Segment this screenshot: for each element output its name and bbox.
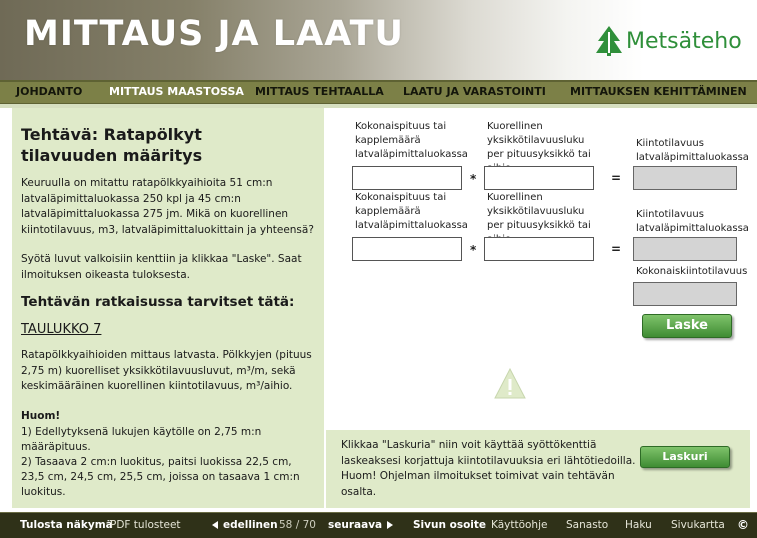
glossary-link[interactable]: Sanasto bbox=[566, 519, 609, 531]
multiply-sign: * bbox=[470, 243, 477, 257]
task-title-line1: Tehtävä: Ratapölkyt bbox=[21, 125, 202, 144]
row2-volume-label: Kiintotilavuus latvaläpimittaluokassa bbox=[636, 209, 749, 234]
total-volume-label: Kokonaiskiintotilavuus bbox=[636, 266, 748, 277]
task-instructions: Syötä luvut valkoisiin kenttiin ja klikkaa "Laske". Saat ilmoituksen oikeasta tuloksesta. bbox=[21, 253, 302, 281]
calculator-info-text: Klikkaa "Laskuria" niin voit käyttää syöttökenttiä laskeaksesi korjattuja kiintotilavuuksia eri lähtötiedoilla. Huom! Ohjelman ilmoitukset toimivat vain tehtävän osalta. bbox=[341, 439, 636, 498]
arrow-right-icon bbox=[387, 521, 393, 529]
note-line: 2) Tasaava 2 cm:n luokitus, paitsi luokissa 22,5 cm, bbox=[21, 456, 292, 468]
sitemap-link[interactable]: Sivukartta bbox=[671, 519, 725, 531]
task-subheading: Tehtävän ratkaisussa tarvitset tätä: bbox=[21, 294, 295, 310]
row1-unit-label: Kuorellinen yksikkötilavuusluku per pituusyksikkö tai bbox=[487, 121, 591, 160]
warning-icon bbox=[492, 366, 528, 406]
tree-logo-icon bbox=[596, 26, 622, 56]
row1-volume-label: Kiintotilavuus latvaläpimittaluokassa bbox=[636, 138, 749, 163]
row2-length-input[interactable] bbox=[352, 237, 462, 261]
table-7-link[interactable]: TAULUKKO 7 bbox=[21, 322, 102, 337]
metsateho-logo[interactable] bbox=[596, 24, 742, 58]
task-panel bbox=[12, 108, 324, 508]
row2-unit-input[interactable] bbox=[484, 237, 594, 261]
row1-unit-input[interactable] bbox=[484, 166, 594, 190]
calculator-info-panel bbox=[326, 430, 750, 508]
calculator-button[interactable]: Laskuri bbox=[640, 446, 730, 468]
nav-item-laatu-ja-varastointi[interactable]: LAATU JA VARASTOINTI bbox=[403, 85, 546, 98]
row2-unit-label: Kuorellinen yksikkötilavuusluku per pituusyksikkö tai bbox=[487, 192, 591, 231]
next-label: seuraava bbox=[328, 519, 383, 531]
arrow-left-icon bbox=[212, 521, 218, 529]
note-line: 23,5 cm, 24,5 cm, 25,5 cm, joissa on tasaava 1 cm:n bbox=[21, 471, 300, 483]
previous-label: edellinen bbox=[223, 519, 278, 531]
table-description: Ratapölkkyaihioiden mittaus latvasta. Pölkkyjen (pituus 2,75 m) kuorelliset yksikkötilavuusluvut, m³/m, sekä keskimääräinen kuorellinen kiintotilavuus, m³/aihio. bbox=[21, 349, 312, 392]
pdf-print-link[interactable]: PDF tulosteet bbox=[110, 519, 181, 531]
search-link[interactable]: Haku bbox=[625, 519, 652, 531]
equals-sign: = bbox=[611, 242, 622, 256]
row1-length-label: Kokonaispituus tai kapplemäärä latvaläpimittaluokassa bbox=[355, 121, 468, 160]
multiply-sign: * bbox=[470, 172, 477, 186]
task-description: Keuruulla on mitattu ratapölkkyaihioita 51 cm:n latvaläpimittaluokassa 250 kpl ja 45 cm:n latvaläpimittaluokassa 275 jm. Mikä on kuorellinen kiintotilavuus, m3, latvaläpimittaluokittain ja yhteensä? bbox=[21, 177, 314, 236]
task-title bbox=[21, 124, 311, 166]
next-page-link[interactable] bbox=[328, 519, 393, 531]
row1-volume-output bbox=[633, 166, 737, 190]
user-guide-link[interactable]: Käyttöohje bbox=[491, 519, 548, 531]
task-title-line2: tilavuuden määritys bbox=[21, 146, 203, 165]
equals-sign: = bbox=[611, 171, 622, 185]
previous-page-link[interactable] bbox=[212, 519, 278, 531]
page-address-link[interactable]: Sivun osoite bbox=[413, 519, 487, 531]
print-view-link[interactable]: Tulosta näkymä bbox=[20, 519, 113, 531]
row2-length-label: Kokonaispituus tai kapplemäärä latvaläpimittaluokassa bbox=[355, 192, 468, 231]
nav-item-johdanto[interactable]: JOHDANTO bbox=[16, 85, 83, 98]
copyright-icon[interactable]: © bbox=[737, 518, 749, 532]
row2-volume-output bbox=[633, 237, 737, 261]
nav-item-mittaus-tehtaalla[interactable]: MITTAUS TEHTAALLA bbox=[255, 85, 384, 98]
site-title: MITTAUS JA LAATU bbox=[24, 14, 404, 54]
calculate-button[interactable]: Laske bbox=[642, 314, 732, 338]
note-line: 1) Edellytyksenä lukujen käytölle on 2,75 m:n määräpituus. bbox=[21, 426, 262, 453]
note-line: luokitus. bbox=[21, 486, 66, 498]
row1-length-input[interactable] bbox=[352, 166, 462, 190]
page-counter: 58 / 70 bbox=[279, 519, 316, 531]
note-body bbox=[21, 425, 319, 500]
nav-item-mittauksen-kehittaminen[interactable]: MITTAUKSEN KEHITTÄMINEN bbox=[570, 85, 747, 98]
logo-text: Metsäteho bbox=[626, 28, 742, 54]
total-volume-output bbox=[633, 282, 737, 306]
footer-bar bbox=[0, 512, 757, 538]
nav-item-mittaus-maastossa[interactable]: MITTAUS MAASTOSSA bbox=[109, 85, 244, 98]
header-banner bbox=[0, 0, 757, 80]
note-title: Huom! bbox=[21, 410, 61, 422]
main-nav bbox=[0, 80, 757, 104]
